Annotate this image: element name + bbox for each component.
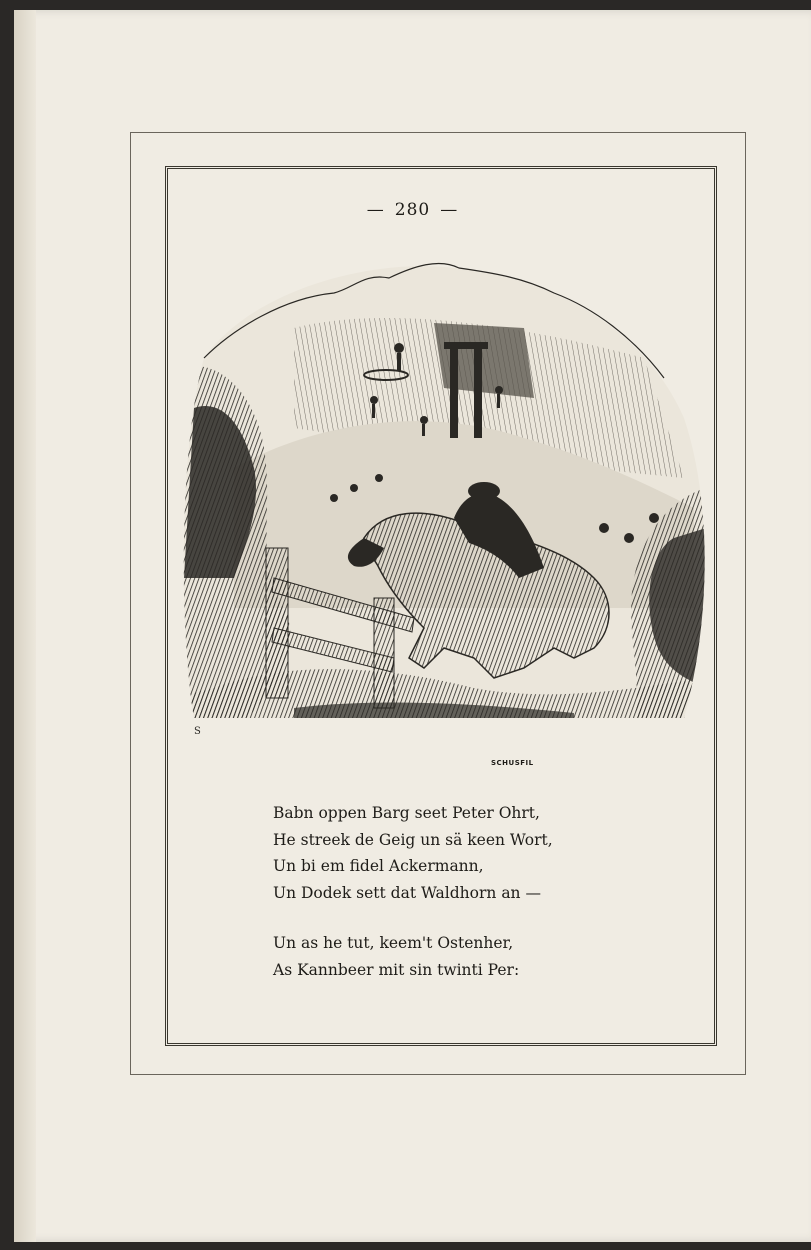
page-number-value: 280: [394, 200, 431, 220]
stanza-1: [273, 800, 603, 906]
verse-line: Babn oppen Barg seet Peter Ohrt,: [273, 804, 540, 822]
verse-line: He streek de Geig un sä keen Wort,: [273, 830, 553, 849]
page-number: [14, 200, 811, 220]
gallows-post-right: [474, 346, 482, 438]
engraving-illustration: [174, 248, 706, 780]
engraver-signature: SCHUSFIL: [491, 759, 534, 767]
stanza-2: [273, 930, 603, 983]
verse-line: Un bi em fidel Ackermann,: [273, 857, 484, 875]
page-gutter: [14, 10, 36, 1242]
illustration-scene: [174, 248, 706, 780]
book-page: [14, 10, 811, 1242]
engraver-monogram: S: [194, 726, 201, 737]
verse-line: Un Dodek sett dat Waldhorn an —: [273, 883, 541, 902]
verse-text: [273, 800, 603, 983]
page-number-dash-left: —: [366, 200, 385, 220]
gallows-post-left: [450, 346, 458, 438]
verse-line: Un as he tut, keem't Ostenher,: [273, 934, 514, 952]
page-number-dash-right: —: [440, 200, 459, 220]
verse-line: As Kannbeer mit sin twinti Per:: [273, 960, 520, 979]
gallows-beam: [444, 342, 488, 349]
